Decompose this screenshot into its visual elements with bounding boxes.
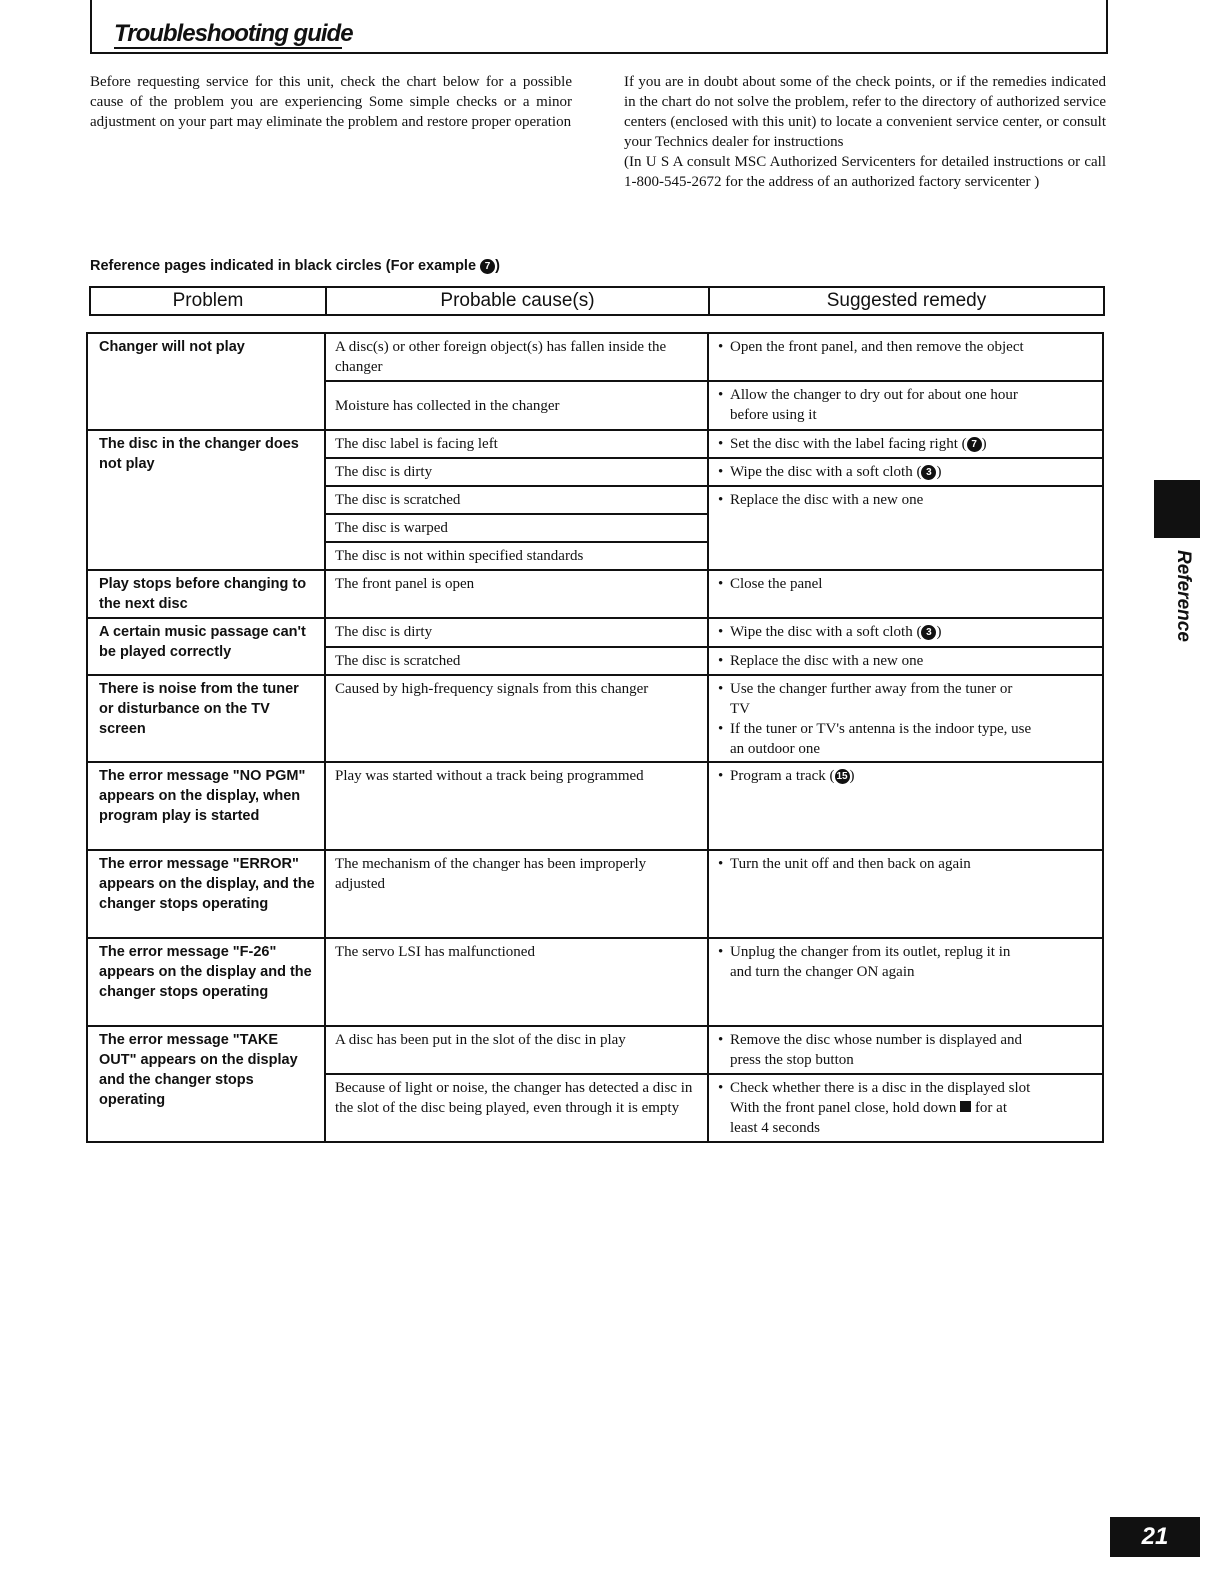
- intro-right-text: If you are in doubt about some of the check points, or if the remedies indicated in the chart do not solve the problem, refer to the directory of authorized service centers (enclosed with this unit) to locate a convenient service center, or consult your Technics dealer for instructions: [624, 74, 1106, 150]
- remedy-text: Replace the disc with a new one: [730, 653, 924, 669]
- cause-cell: The disc is dirty: [325, 618, 708, 647]
- remedy-cell: • Set the disc with the label facing right ( 7 ): [708, 430, 1103, 458]
- remedy-text-part: With the front panel close, hold down: [730, 1100, 957, 1116]
- problem-cell: Changer will not play: [87, 333, 325, 430]
- remedy-text-cont: press the stop button: [730, 1052, 854, 1068]
- title-underline: [114, 47, 342, 49]
- remedy-cell: • Turn the unit off and then back on again: [708, 850, 1103, 938]
- reference-note-text: Reference pages indicated in black circles (For example: [90, 258, 477, 274]
- cause-cell: The mechanism of the changer has been improperly adjusted: [325, 850, 708, 938]
- problem-cell: The disc in the changer does not play: [87, 430, 325, 570]
- page-ref-circle: 3: [921, 625, 936, 640]
- table-row: [87, 618, 1103, 647]
- table-row: [87, 1026, 1103, 1074]
- problem-cell: The error message "ERROR" appears on the display, and the changer stops operating: [87, 850, 325, 938]
- remedy-text: Close the panel: [730, 576, 823, 592]
- remedy-text: Remove the disc whose number is displayed and: [730, 1032, 1023, 1048]
- cause-cell: The disc label is facing left: [325, 430, 708, 458]
- remedy-cell: • Open the front panel, and then remove the object: [708, 333, 1103, 381]
- remedy-cell: • Allow the changer to dry out for about one hour before using it: [708, 381, 1103, 430]
- remedy-text: Set the disc with the label facing right: [730, 436, 958, 452]
- cause-cell: Moisture has collected in the changer: [325, 381, 708, 430]
- intro-right: [624, 72, 1106, 192]
- table-row: [87, 762, 1103, 850]
- intro-left: [90, 72, 572, 132]
- stop-square-icon: [960, 1101, 971, 1112]
- remedy-cell: • Wipe the disc with a soft cloth ( 3 ): [708, 618, 1103, 647]
- remedy-text: Open the front panel, and then remove the object: [730, 339, 1024, 355]
- remedy-text-cont: TV: [730, 701, 750, 717]
- side-tab-label: Reference: [1173, 550, 1194, 642]
- table-row: [87, 850, 1103, 938]
- reference-note: Reference pages indicated in black circles (For example 7 ): [90, 258, 500, 274]
- table-row: [87, 430, 1103, 458]
- remedy-text: Allow the changer to dry out for about one hour: [730, 387, 1018, 403]
- table-row: [87, 938, 1103, 1026]
- remedy-cell: • Replace the disc with a new one: [708, 647, 1103, 675]
- cause-cell: The servo LSI has malfunctioned: [325, 938, 708, 1026]
- cause-cell: A disc(s) or other foreign object(s) has fallen inside the changer: [325, 333, 708, 381]
- page-title: Troubleshooting guide: [114, 20, 353, 47]
- problem-cell: A certain music passage can't be played correctly: [87, 618, 325, 675]
- cause-cell: The disc is dirty: [325, 458, 708, 486]
- remedy-text-cont: an outdoor one: [730, 741, 820, 757]
- header-cause: Probable cause(s): [327, 288, 710, 314]
- remedy-text: Use the changer further away from the tuner or: [730, 681, 1013, 697]
- remedy-text: Turn the unit off and then back on again: [730, 856, 971, 872]
- cause-cell: Caused by high-frequency signals from this changer: [325, 675, 708, 762]
- page-ref-circle: 3: [921, 465, 936, 480]
- reference-example-circle: 7: [480, 259, 495, 274]
- page-number: 21: [1110, 1517, 1200, 1557]
- remedy-text: Replace the disc with a new one: [730, 492, 924, 508]
- remedy-text: Wipe the disc with a soft cloth: [730, 624, 913, 640]
- remedy-text: Unplug the changer from its outlet, replug it in: [730, 944, 1011, 960]
- remedy-text: Check whether there is a disc in the displayed slot: [730, 1080, 1031, 1096]
- remedy-cell: • Replace the disc with a new one: [708, 486, 1103, 570]
- troubleshooting-table: [86, 332, 1104, 1143]
- problem-cell: There is noise from the tuner or disturbance on the TV screen: [87, 675, 325, 762]
- intro-right-usa-text: (In U S A consult MSC Authorized Servicenters for detailed instructions or call 1-800-545-2672 for the address of an authorized factory servicenter ): [624, 154, 1106, 190]
- remedy-text-cont: least 4 seconds: [730, 1120, 820, 1136]
- cause-cell: A disc has been put in the slot of the disc in play: [325, 1026, 708, 1074]
- remedy-text: Program a track: [730, 768, 826, 784]
- remedy-text-cont: and turn the changer ON again: [730, 964, 915, 980]
- table-header: [89, 286, 1105, 316]
- problem-cell: Play stops before changing to the next disc: [87, 570, 325, 618]
- table-row: [87, 570, 1103, 618]
- remedy-text: Wipe the disc with a soft cloth: [730, 464, 913, 480]
- problem-cell: The error message "TAKE OUT" appears on the display and the changer stops operating: [87, 1026, 325, 1142]
- remedy-text: If the tuner or TV's antenna is the indoor type, use: [730, 721, 1032, 737]
- remedy-cell: • Use the changer further away from the tuner or TV • If the tuner or TV's antenna is the indoor type, use an outdoor one: [708, 675, 1103, 762]
- remedy-cell: • Close the panel: [708, 570, 1103, 618]
- side-tab-marker: [1154, 480, 1200, 538]
- header-problem: Problem: [91, 288, 327, 314]
- page-ref-circle: 15: [836, 771, 848, 783]
- remedy-cell: • Wipe the disc with a soft cloth ( 3 ): [708, 458, 1103, 486]
- problem-cell: The error message "F-26" appears on the display and the changer stops operating: [87, 938, 325, 1026]
- table-row: [87, 333, 1103, 381]
- remedy-text-cont: [718, 1098, 1094, 1118]
- cause-cell: Play was started without a track being programmed: [325, 762, 708, 850]
- cause-cell: The disc is not within specified standards: [325, 542, 708, 570]
- intro-left-text: Before requesting service for this unit, check the chart below for a possible cause of the problem you are experiencing Some simple checks or a minor adjustment on your part may eliminate the problem and restore proper operation: [90, 74, 572, 130]
- remedy-cell: • Remove the disc whose number is displayed and press the stop button: [708, 1026, 1103, 1074]
- cause-cell: The disc is scratched: [325, 647, 708, 675]
- page-ref-circle: 7: [967, 437, 982, 452]
- cause-cell: The disc is scratched: [325, 486, 708, 514]
- cause-cell: The disc is warped: [325, 514, 708, 542]
- remedy-text-cont: before using it: [730, 407, 817, 423]
- header-remedy: Suggested remedy: [826, 290, 987, 311]
- cause-cell: Because of light or noise, the changer has detected a disc in the slot of the disc being played, even through it is empty: [325, 1074, 708, 1142]
- remedy-cell: • Program a track ( 15 ): [708, 762, 1103, 850]
- remedy-cell: • Check whether there is a disc in the displayed slot With the front panel close, hold down for at least 4 seconds: [708, 1074, 1103, 1142]
- remedy-cell: • Unplug the changer from its outlet, replug it in and turn the changer ON again: [708, 938, 1103, 1026]
- problem-cell: The error message "NO PGM" appears on the display, when program play is started: [87, 762, 325, 850]
- remedy-text-part: for at: [974, 1100, 1008, 1116]
- cause-cell: The front panel is open: [325, 570, 708, 618]
- table-row: [87, 675, 1103, 762]
